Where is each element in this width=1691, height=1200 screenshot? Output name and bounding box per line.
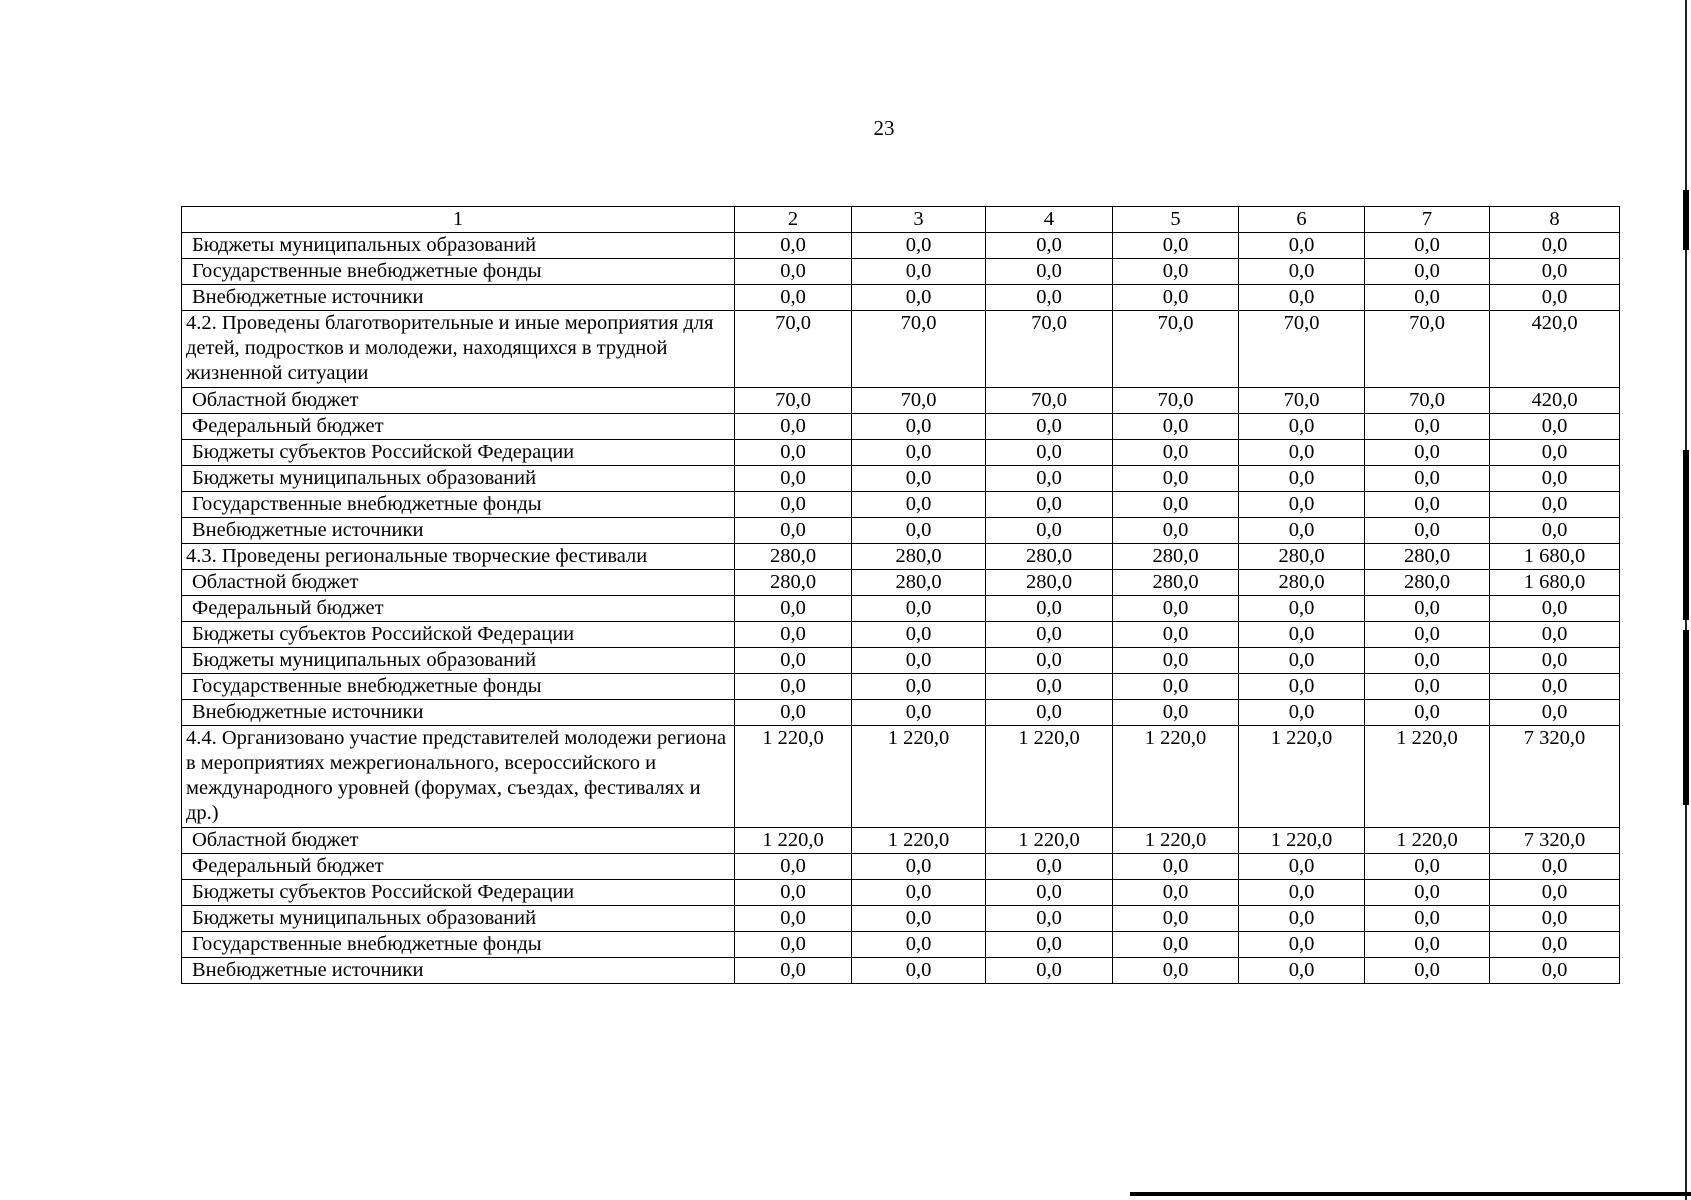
- value-cell: 0,0: [986, 854, 1113, 880]
- table-row: [182, 233, 1620, 259]
- table-row: [182, 622, 1620, 648]
- value-cell: 280,0: [1239, 544, 1365, 570]
- row-label: Бюджеты муниципальных образований: [182, 466, 735, 492]
- value-cell: 0,0: [852, 233, 986, 259]
- value-cell: 0,0: [735, 518, 852, 544]
- header-cell: 3: [852, 207, 986, 233]
- row-label: Федеральный бюджет: [182, 854, 735, 880]
- value-cell: 0,0: [852, 622, 986, 648]
- value-cell: 0,0: [1365, 466, 1490, 492]
- value-cell: 0,0: [986, 906, 1113, 932]
- value-cell: 0,0: [1365, 622, 1490, 648]
- value-cell: 0,0: [735, 259, 852, 285]
- value-cell: 1 220,0: [1365, 828, 1490, 854]
- value-cell: 0,0: [1239, 492, 1365, 518]
- value-cell: 0,0: [1113, 440, 1239, 466]
- value-cell: 0,0: [1365, 285, 1490, 311]
- value-cell: 0,0: [1239, 233, 1365, 259]
- value-cell: 0,0: [1490, 518, 1620, 544]
- value-cell: 0,0: [735, 596, 852, 622]
- value-cell: 0,0: [852, 700, 986, 726]
- value-cell: 70,0: [986, 388, 1113, 414]
- value-cell: 0,0: [1490, 233, 1620, 259]
- value-cell: 0,0: [852, 674, 986, 700]
- value-cell: 0,0: [986, 880, 1113, 906]
- value-cell: 0,0: [735, 492, 852, 518]
- row-label: Бюджеты муниципальных образований: [182, 233, 735, 259]
- value-cell: 0,0: [1239, 440, 1365, 466]
- value-cell: 70,0: [852, 311, 986, 388]
- table-row: [182, 854, 1620, 880]
- value-cell: 0,0: [735, 958, 852, 984]
- value-cell: 0,0: [1239, 854, 1365, 880]
- table-row: [182, 700, 1620, 726]
- row-label: Бюджеты муниципальных образований: [182, 648, 735, 674]
- value-cell: 0,0: [1365, 906, 1490, 932]
- value-cell: 1 220,0: [986, 726, 1113, 828]
- scan-edge-artifact: [1683, 450, 1689, 620]
- value-cell: 0,0: [1239, 932, 1365, 958]
- table-row: [182, 828, 1620, 854]
- value-cell: 1 220,0: [1239, 726, 1365, 828]
- value-cell: 70,0: [1239, 388, 1365, 414]
- row-label: Государственные внебюджетные фонды: [182, 259, 735, 285]
- value-cell: 0,0: [986, 466, 1113, 492]
- value-cell: 0,0: [735, 622, 852, 648]
- value-cell: 0,0: [852, 440, 986, 466]
- value-cell: 0,0: [852, 932, 986, 958]
- table-header-row: [182, 207, 1620, 233]
- value-cell: 1 680,0: [1490, 570, 1620, 596]
- value-cell: 280,0: [1113, 544, 1239, 570]
- value-cell: 70,0: [1239, 311, 1365, 388]
- value-cell: 0,0: [852, 854, 986, 880]
- value-cell: 1 220,0: [852, 726, 986, 828]
- value-cell: 0,0: [986, 285, 1113, 311]
- row-label: Бюджеты муниципальных образований: [182, 906, 735, 932]
- header-cell: 4: [986, 207, 1113, 233]
- header-cell: 8: [1490, 207, 1620, 233]
- row-label: Бюджеты субъектов Российской Федерации: [182, 440, 735, 466]
- table-row: [182, 518, 1620, 544]
- value-cell: 0,0: [1490, 259, 1620, 285]
- value-cell: 0,0: [1365, 414, 1490, 440]
- value-cell: 0,0: [852, 958, 986, 984]
- value-cell: 280,0: [1113, 570, 1239, 596]
- value-cell: 70,0: [986, 311, 1113, 388]
- value-cell: 0,0: [852, 466, 986, 492]
- value-cell: 0,0: [852, 596, 986, 622]
- value-cell: 0,0: [986, 440, 1113, 466]
- value-cell: 0,0: [1490, 466, 1620, 492]
- value-cell: 0,0: [1113, 932, 1239, 958]
- row-label: Бюджеты субъектов Российской Федерации: [182, 880, 735, 906]
- row-label: Внебюджетные источники: [182, 700, 735, 726]
- value-cell: 0,0: [1113, 259, 1239, 285]
- value-cell: 0,0: [986, 596, 1113, 622]
- value-cell: 0,0: [852, 259, 986, 285]
- value-cell: 0,0: [1113, 854, 1239, 880]
- value-cell: 70,0: [735, 311, 852, 388]
- budget-table: [181, 206, 1620, 984]
- value-cell: 0,0: [1365, 233, 1490, 259]
- value-cell: 0,0: [735, 906, 852, 932]
- value-cell: 0,0: [1365, 648, 1490, 674]
- value-cell: 0,0: [1365, 958, 1490, 984]
- row-label: Внебюджетные источники: [182, 958, 735, 984]
- value-cell: 1 220,0: [986, 828, 1113, 854]
- value-cell: 0,0: [1490, 880, 1620, 906]
- value-cell: 0,0: [986, 648, 1113, 674]
- value-cell: 0,0: [986, 492, 1113, 518]
- table-row: [182, 311, 1620, 388]
- scan-edge-artifact: [1683, 190, 1689, 250]
- table-row: [182, 958, 1620, 984]
- value-cell: 0,0: [1239, 259, 1365, 285]
- header-cell: 7: [1365, 207, 1490, 233]
- value-cell: 1 220,0: [735, 828, 852, 854]
- value-cell: 280,0: [735, 544, 852, 570]
- row-label: Внебюджетные источники: [182, 518, 735, 544]
- table-row: [182, 570, 1620, 596]
- value-cell: 0,0: [1113, 958, 1239, 984]
- header-cell: 1: [182, 207, 735, 233]
- value-cell: 0,0: [986, 674, 1113, 700]
- value-cell: 0,0: [986, 518, 1113, 544]
- value-cell: 0,0: [735, 674, 852, 700]
- value-cell: 0,0: [986, 233, 1113, 259]
- value-cell: 0,0: [852, 492, 986, 518]
- value-cell: 0,0: [986, 700, 1113, 726]
- value-cell: 0,0: [1113, 518, 1239, 544]
- value-cell: 0,0: [1239, 596, 1365, 622]
- value-cell: 0,0: [1239, 622, 1365, 648]
- row-label: Государственные внебюджетные фонды: [182, 932, 735, 958]
- value-cell: 0,0: [1490, 700, 1620, 726]
- value-cell: 0,0: [735, 440, 852, 466]
- row-label: Государственные внебюджетные фонды: [182, 674, 735, 700]
- value-cell: 0,0: [1490, 414, 1620, 440]
- value-cell: 1 680,0: [1490, 544, 1620, 570]
- value-cell: 0,0: [1239, 648, 1365, 674]
- value-cell: 0,0: [1490, 958, 1620, 984]
- table-row: [182, 414, 1620, 440]
- value-cell: 0,0: [1239, 906, 1365, 932]
- value-cell: 0,0: [852, 880, 986, 906]
- value-cell: 0,0: [852, 285, 986, 311]
- value-cell: 0,0: [1490, 285, 1620, 311]
- value-cell: 0,0: [1365, 880, 1490, 906]
- value-cell: 0,0: [1113, 674, 1239, 700]
- value-cell: 280,0: [735, 570, 852, 596]
- header-cell: 6: [1239, 207, 1365, 233]
- value-cell: 0,0: [735, 414, 852, 440]
- value-cell: 0,0: [1113, 414, 1239, 440]
- value-cell: 0,0: [735, 285, 852, 311]
- value-cell: 0,0: [1365, 440, 1490, 466]
- value-cell: 70,0: [1365, 388, 1490, 414]
- value-cell: 1 220,0: [1113, 828, 1239, 854]
- value-cell: 0,0: [1365, 932, 1490, 958]
- value-cell: 0,0: [1365, 492, 1490, 518]
- value-cell: 280,0: [1239, 570, 1365, 596]
- value-cell: 0,0: [986, 932, 1113, 958]
- value-cell: 0,0: [1239, 414, 1365, 440]
- value-cell: 0,0: [1239, 466, 1365, 492]
- value-cell: 280,0: [852, 544, 986, 570]
- row-label: Федеральный бюджет: [182, 414, 735, 440]
- value-cell: 70,0: [852, 388, 986, 414]
- value-cell: 0,0: [1490, 648, 1620, 674]
- value-cell: 0,0: [1490, 932, 1620, 958]
- value-cell: 280,0: [986, 570, 1113, 596]
- value-cell: 0,0: [735, 700, 852, 726]
- value-cell: 1 220,0: [1113, 726, 1239, 828]
- value-cell: 0,0: [1113, 466, 1239, 492]
- value-cell: 70,0: [735, 388, 852, 414]
- value-cell: 280,0: [1365, 570, 1490, 596]
- value-cell: 70,0: [1113, 388, 1239, 414]
- value-cell: 0,0: [1239, 518, 1365, 544]
- table-row: [182, 596, 1620, 622]
- table-row: [182, 388, 1620, 414]
- value-cell: 0,0: [1365, 674, 1490, 700]
- table-row: [182, 648, 1620, 674]
- row-label: 4.3. Проведены региональные творческие фестивали: [182, 544, 735, 570]
- page-number: 23: [873, 116, 895, 140]
- value-cell: 0,0: [1365, 700, 1490, 726]
- table-row: [182, 259, 1620, 285]
- row-label: Внебюджетные источники: [182, 285, 735, 311]
- value-cell: 0,0: [986, 958, 1113, 984]
- table-row: [182, 492, 1620, 518]
- value-cell: 0,0: [1113, 596, 1239, 622]
- table-row: [182, 674, 1620, 700]
- value-cell: 0,0: [1365, 518, 1490, 544]
- value-cell: 280,0: [986, 544, 1113, 570]
- value-cell: 0,0: [1239, 674, 1365, 700]
- value-cell: 0,0: [1239, 958, 1365, 984]
- value-cell: 420,0: [1490, 388, 1620, 414]
- row-label: Областной бюджет: [182, 570, 735, 596]
- value-cell: 0,0: [735, 648, 852, 674]
- value-cell: 0,0: [1490, 854, 1620, 880]
- value-cell: 0,0: [735, 466, 852, 492]
- value-cell: 0,0: [1113, 906, 1239, 932]
- row-label: 4.4. Организовано участие представителей молодежи региона в мероприятиях межрегионального, всероссийского и международного уровней (форумах, съездах, фестивалях и др.): [182, 726, 735, 828]
- value-cell: 0,0: [986, 259, 1113, 285]
- value-cell: 1 220,0: [735, 726, 852, 828]
- header-cell: 5: [1113, 207, 1239, 233]
- value-cell: 0,0: [1490, 596, 1620, 622]
- row-label: Областной бюджет: [182, 388, 735, 414]
- scan-edge-artifact: [1683, 630, 1689, 805]
- value-cell: 0,0: [1113, 700, 1239, 726]
- row-label: Бюджеты субъектов Российской Федерации: [182, 622, 735, 648]
- value-cell: 0,0: [735, 932, 852, 958]
- row-label: Федеральный бюджет: [182, 596, 735, 622]
- table-body: [182, 207, 1620, 984]
- value-cell: 1 220,0: [1365, 726, 1490, 828]
- value-cell: 0,0: [1490, 440, 1620, 466]
- value-cell: 0,0: [1239, 700, 1365, 726]
- value-cell: 0,0: [1113, 492, 1239, 518]
- value-cell: 0,0: [852, 648, 986, 674]
- value-cell: 0,0: [1490, 622, 1620, 648]
- scan-edge-artifact: [1130, 1192, 1691, 1196]
- value-cell: 0,0: [1113, 233, 1239, 259]
- value-cell: 1 220,0: [1239, 828, 1365, 854]
- value-cell: 0,0: [1113, 648, 1239, 674]
- table-row: [182, 466, 1620, 492]
- value-cell: 0,0: [1239, 880, 1365, 906]
- value-cell: 0,0: [1365, 259, 1490, 285]
- value-cell: 0,0: [1365, 854, 1490, 880]
- row-label: Областной бюджет: [182, 828, 735, 854]
- row-label: 4.2. Проведены благотворительные и иные мероприятия для детей, подростков и молодежи, находящихся в трудной жизненной ситуации: [182, 311, 735, 388]
- value-cell: 280,0: [1365, 544, 1490, 570]
- row-label: Государственные внебюджетные фонды: [182, 492, 735, 518]
- value-cell: 0,0: [1239, 285, 1365, 311]
- value-cell: 420,0: [1490, 311, 1620, 388]
- value-cell: 0,0: [1365, 596, 1490, 622]
- value-cell: 0,0: [1113, 880, 1239, 906]
- table-row: [182, 906, 1620, 932]
- value-cell: 280,0: [852, 570, 986, 596]
- value-cell: 0,0: [1113, 622, 1239, 648]
- value-cell: 0,0: [852, 906, 986, 932]
- table-row: [182, 880, 1620, 906]
- header-cell: 2: [735, 207, 852, 233]
- value-cell: 0,0: [852, 518, 986, 544]
- table-row: [182, 285, 1620, 311]
- value-cell: 0,0: [1490, 492, 1620, 518]
- value-cell: 0,0: [735, 880, 852, 906]
- table-row: [182, 440, 1620, 466]
- value-cell: 0,0: [986, 622, 1113, 648]
- value-cell: 0,0: [1490, 674, 1620, 700]
- value-cell: 0,0: [852, 414, 986, 440]
- value-cell: 7 320,0: [1490, 828, 1620, 854]
- value-cell: 0,0: [1490, 906, 1620, 932]
- value-cell: 0,0: [735, 233, 852, 259]
- value-cell: 70,0: [1365, 311, 1490, 388]
- table-row: [182, 932, 1620, 958]
- value-cell: 70,0: [1113, 311, 1239, 388]
- table-row: [182, 544, 1620, 570]
- table-row: [182, 726, 1620, 828]
- value-cell: 0,0: [986, 414, 1113, 440]
- value-cell: 7 320,0: [1490, 726, 1620, 828]
- value-cell: 0,0: [735, 854, 852, 880]
- value-cell: 1 220,0: [852, 828, 986, 854]
- value-cell: 0,0: [1113, 285, 1239, 311]
